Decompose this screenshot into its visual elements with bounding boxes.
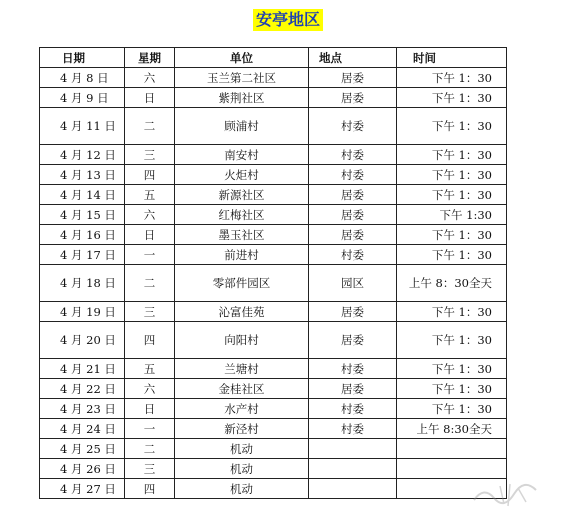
- unit-cell-text: 红梅社区: [218, 207, 265, 222]
- weekday-cell: [125, 265, 175, 302]
- date-cell-text: 4 月 12 日: [60, 147, 116, 162]
- weekday-cell-text: 三: [143, 304, 156, 319]
- weekday-cell: [125, 145, 175, 165]
- place-cell: [309, 145, 397, 165]
- weekday-cell: [125, 359, 175, 379]
- unit-cell-text: 机动: [230, 461, 253, 476]
- unit-cell: [175, 379, 309, 399]
- weekday-cell-text: 日: [143, 401, 156, 416]
- weekday-cell-text: 二: [143, 276, 156, 290]
- header-date: 日期: [40, 48, 125, 68]
- time-cell: [397, 108, 507, 145]
- unit-cell: [175, 165, 309, 185]
- place-cell: [309, 88, 397, 108]
- table-row: [40, 439, 507, 459]
- weekday-cell: [125, 302, 175, 322]
- place-cell-text: 村委: [341, 119, 364, 133]
- place-cell-text: 村委: [341, 247, 364, 262]
- place-cell: [309, 302, 397, 322]
- date-cell: [40, 165, 125, 185]
- table-row: [40, 245, 507, 265]
- place-cell: [309, 439, 397, 459]
- date-cell: [40, 302, 125, 322]
- table-row: [40, 108, 507, 145]
- place-cell: [309, 419, 397, 439]
- place-cell-text: 居委: [341, 187, 364, 202]
- table-row: [40, 205, 507, 225]
- date-cell-text: 4 月 27 日: [60, 481, 116, 496]
- header-time: 时间: [397, 48, 507, 68]
- weekday-cell-text: 四: [143, 333, 156, 347]
- weekday-cell: [125, 245, 175, 265]
- time-cell-text: 下午 1：30: [431, 381, 492, 396]
- weekday-cell-text: 三: [143, 147, 156, 162]
- place-cell-text: 居委: [341, 70, 364, 85]
- time-cell: [397, 419, 507, 439]
- table-row: [40, 88, 507, 108]
- weekday-cell-text: 四: [143, 481, 156, 496]
- time-cell: [397, 265, 507, 302]
- date-cell-text: 4 月 16 日: [60, 227, 116, 242]
- place-cell-text: 村委: [341, 147, 364, 162]
- unit-cell-text: 沁富佳苑: [218, 304, 265, 319]
- time-cell-text: 下午 1：30: [431, 147, 492, 162]
- weekday-cell-text: 三: [143, 461, 156, 476]
- time-cell: [397, 165, 507, 185]
- unit-cell-text: 顾浦村: [224, 119, 259, 133]
- table-row: [40, 68, 507, 88]
- weekday-cell-text: 二: [143, 441, 156, 456]
- table-row: [40, 399, 507, 419]
- date-cell-text: 4 月 20 日: [60, 333, 116, 347]
- time-cell: [397, 439, 507, 459]
- date-cell: [40, 245, 125, 265]
- time-cell-text: 下午 1：30: [431, 401, 492, 416]
- unit-cell-text: 新源社区: [218, 187, 265, 202]
- date-cell-text: 4 月 21 日: [60, 361, 116, 376]
- date-cell-text: 4 月 19 日: [60, 304, 116, 319]
- date-cell: [40, 265, 125, 302]
- weekday-cell-text: 日: [143, 227, 156, 242]
- unit-cell-text: 火炬村: [224, 167, 259, 182]
- date-cell: [40, 322, 125, 359]
- header-place: 地点: [309, 48, 397, 68]
- time-cell: [397, 225, 507, 245]
- place-cell: [309, 359, 397, 379]
- unit-cell: [175, 359, 309, 379]
- place-cell: [309, 185, 397, 205]
- table-row: [40, 265, 507, 302]
- weekday-cell-text: 六: [143, 207, 156, 222]
- place-cell: [309, 165, 397, 185]
- time-cell-text: 下午 1：30: [431, 119, 492, 133]
- unit-cell-text: 墨玉社区: [218, 227, 265, 242]
- weekday-cell: [125, 225, 175, 245]
- place-cell-text: 居委: [341, 227, 364, 242]
- date-cell-text: 4 月 24 日: [60, 421, 116, 436]
- weekday-cell-text: 六: [143, 381, 156, 396]
- unit-cell: [175, 88, 309, 108]
- title-container: [0, 9, 576, 31]
- date-cell-text: 4 月 13 日: [60, 167, 116, 182]
- place-cell: [309, 379, 397, 399]
- date-cell: [40, 185, 125, 205]
- date-cell-text: 4 月 26 日: [60, 461, 116, 476]
- date-cell: [40, 145, 125, 165]
- place-cell-text: 居委: [341, 381, 364, 396]
- unit-cell: [175, 439, 309, 459]
- time-cell: [397, 359, 507, 379]
- weekday-cell-text: 一: [143, 247, 156, 262]
- time-cell-text: 下午 1：30: [431, 187, 492, 202]
- unit-cell-text: 金桂社区: [218, 381, 265, 396]
- place-cell-text: 村委: [341, 361, 364, 376]
- time-cell-text: 下午 1：30: [431, 304, 492, 319]
- time-cell: [397, 88, 507, 108]
- unit-cell: [175, 399, 309, 419]
- weekday-cell-text: 五: [143, 361, 156, 376]
- weekday-cell: [125, 439, 175, 459]
- unit-cell: [175, 479, 309, 499]
- unit-cell-text: 水产村: [224, 401, 259, 416]
- date-cell-text: 4 月 25 日: [60, 441, 116, 456]
- place-cell: [309, 205, 397, 225]
- unit-cell-text: 零部件园区: [212, 276, 271, 290]
- place-cell: [309, 479, 397, 499]
- place-cell: [309, 399, 397, 419]
- time-cell-text: 下午 1：30: [431, 361, 492, 376]
- table-body: [40, 68, 507, 499]
- weekday-cell: [125, 108, 175, 145]
- time-cell: [397, 302, 507, 322]
- unit-cell: [175, 225, 309, 245]
- date-cell-text: 4 月 11 日: [60, 119, 116, 133]
- date-cell: [40, 205, 125, 225]
- date-cell: [40, 379, 125, 399]
- date-cell: [40, 459, 125, 479]
- place-cell: [309, 68, 397, 88]
- weekday-cell-text: 六: [143, 70, 156, 85]
- date-cell: [40, 479, 125, 499]
- unit-cell-text: 新泾村: [224, 421, 259, 436]
- time-cell: [397, 205, 507, 225]
- table-row: [40, 419, 507, 439]
- time-cell: [397, 399, 507, 419]
- unit-cell: [175, 108, 309, 145]
- time-cell-text: 下午 1：30: [431, 247, 492, 262]
- unit-cell: [175, 419, 309, 439]
- place-cell: [309, 245, 397, 265]
- date-cell-text: 4 月 22 日: [60, 381, 116, 396]
- unit-cell: [175, 265, 309, 302]
- place-cell-text: 居委: [341, 207, 364, 222]
- date-cell: [40, 359, 125, 379]
- place-cell: [309, 459, 397, 479]
- weekday-cell: [125, 68, 175, 88]
- time-cell-text: 下午 1：30: [431, 90, 492, 105]
- unit-cell: [175, 185, 309, 205]
- unit-cell: [175, 322, 309, 359]
- place-cell-text: 村委: [341, 421, 364, 436]
- weekday-cell: [125, 379, 175, 399]
- place-cell: [309, 265, 397, 302]
- place-cell: [309, 225, 397, 245]
- time-cell-text: 上午 8:30全天: [416, 421, 492, 436]
- date-cell: [40, 439, 125, 459]
- table-row: [40, 459, 507, 479]
- date-cell: [40, 68, 125, 88]
- schedule-table: [39, 47, 507, 499]
- place-cell-text: 村委: [341, 167, 364, 182]
- place-cell-text: 村委: [341, 401, 364, 416]
- date-cell-text: 4 月 17 日: [60, 247, 116, 262]
- weekday-cell-text: 五: [143, 187, 156, 202]
- unit-cell-text: 前进村: [224, 247, 259, 262]
- table-row: [40, 165, 507, 185]
- table-row: [40, 225, 507, 245]
- weekday-cell: [125, 479, 175, 499]
- date-cell-text: 4 月 23 日: [60, 401, 116, 416]
- header-unit: 单位: [175, 48, 309, 68]
- time-cell-text: 上午 8：30全天: [408, 276, 492, 290]
- date-cell-text: 4 月 15 日: [60, 207, 116, 222]
- time-cell-text: 下午 1：30: [431, 167, 492, 182]
- unit-cell: [175, 205, 309, 225]
- unit-cell: [175, 459, 309, 479]
- time-cell: [397, 145, 507, 165]
- unit-cell: [175, 245, 309, 265]
- unit-cell: [175, 68, 309, 88]
- table-row: [40, 359, 507, 379]
- date-cell-text: 4 月 18 日: [60, 276, 116, 290]
- weekday-cell-text: 四: [143, 167, 156, 182]
- unit-cell-text: 紫荆社区: [218, 90, 265, 105]
- place-cell: [309, 108, 397, 145]
- unit-cell-text: 机动: [230, 441, 253, 456]
- table-row: [40, 479, 507, 499]
- table-row: [40, 185, 507, 205]
- header-row: [40, 48, 507, 68]
- unit-cell: [175, 145, 309, 165]
- weekday-cell: [125, 322, 175, 359]
- time-cell-text: 下午 1：30: [431, 70, 492, 85]
- time-cell: [397, 185, 507, 205]
- date-cell: [40, 419, 125, 439]
- weekday-cell: [125, 185, 175, 205]
- header-weekday: 星期: [125, 48, 175, 68]
- place-cell: [309, 322, 397, 359]
- time-cell: [397, 379, 507, 399]
- table-row: [40, 145, 507, 165]
- place-cell-text: 居委: [341, 304, 364, 319]
- table-row: [40, 379, 507, 399]
- time-cell-text: 下午 1：30: [431, 333, 492, 347]
- time-cell-text: 下午 1：30: [431, 227, 492, 242]
- weekday-cell: [125, 419, 175, 439]
- unit-cell-text: 机动: [230, 481, 253, 496]
- weekday-cell: [125, 205, 175, 225]
- weekday-cell-text: 二: [143, 119, 156, 133]
- unit-cell-text: 向阳村: [224, 333, 259, 347]
- table-row: [40, 322, 507, 359]
- time-cell: [397, 459, 507, 479]
- place-cell-text: 居委: [341, 90, 364, 105]
- unit-cell: [175, 302, 309, 322]
- date-cell-text: 4 月 9 日: [60, 90, 109, 105]
- weekday-cell: [125, 459, 175, 479]
- weekday-cell: [125, 399, 175, 419]
- weekday-cell-text: 一: [143, 421, 156, 436]
- date-cell-text: 4 月 14 日: [60, 187, 116, 202]
- weekday-cell-text: 日: [143, 90, 156, 105]
- unit-cell-text: 兰塘村: [224, 361, 259, 376]
- time-cell: [397, 245, 507, 265]
- date-cell: [40, 108, 125, 145]
- time-cell: [397, 322, 507, 359]
- page-title: 安亭地区: [253, 9, 323, 31]
- table-row: [40, 302, 507, 322]
- date-cell-text: 4 月 8 日: [60, 70, 109, 85]
- unit-cell-text: 玉兰第二社区: [207, 70, 276, 85]
- time-cell-text: 下午 1:30: [439, 207, 492, 222]
- place-cell-text: 居委: [341, 333, 364, 347]
- watermark-logo: [470, 480, 540, 508]
- weekday-cell: [125, 88, 175, 108]
- date-cell: [40, 399, 125, 419]
- date-cell: [40, 225, 125, 245]
- place-cell-text: 园区: [341, 276, 364, 290]
- time-cell: [397, 68, 507, 88]
- weekday-cell: [125, 165, 175, 185]
- date-cell: [40, 88, 125, 108]
- unit-cell-text: 南安村: [224, 147, 259, 162]
